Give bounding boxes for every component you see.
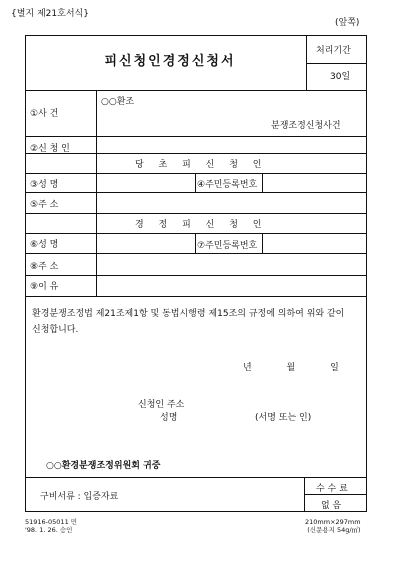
signature-label: (서명 또는 인) <box>255 413 312 423</box>
applicant-address-label: 신청인 주소 <box>138 400 185 410</box>
row-line-3 <box>25 153 367 154</box>
case-bottom-text: 분쟁조정신청사건 <box>271 121 341 131</box>
paper-size-line-2: (신문용지 54g/㎡) <box>307 526 361 534</box>
committee-recipient: ○○환경분쟁조정위원회 귀중 <box>46 461 161 471</box>
row-line-1 <box>25 90 367 91</box>
paper-size-line-1: 210mm×297mm <box>305 518 361 526</box>
page-side-label: (앞쪽) <box>335 18 360 28</box>
footer-divider-middle <box>304 494 367 495</box>
corrected-id-divider <box>195 233 196 253</box>
row-line-8 <box>25 253 367 254</box>
row-line-6 <box>25 213 367 214</box>
row-line-4 <box>25 173 367 174</box>
original-address-label: ⑤주 소 <box>30 200 59 210</box>
form-label: {별지 제21호서식} <box>11 9 89 19</box>
original-respondent-heading: 당 초 피 신 청 인 <box>135 160 268 170</box>
footer-divider-top <box>25 477 367 478</box>
case-top-text: ○○환조 <box>101 97 135 107</box>
form-frame <box>25 35 367 512</box>
row-line-2 <box>25 136 367 137</box>
processing-period: 30일 <box>330 72 351 82</box>
label-column-divider <box>96 90 97 296</box>
row-line-10 <box>25 296 367 297</box>
request-date: 년 월 일 <box>243 363 339 373</box>
corrected-address-label: ⑧주 소 <box>30 262 59 272</box>
approval-code-line-1: 51916-05011 민 <box>25 518 78 526</box>
fee-label: 수 수 료 <box>316 484 348 494</box>
corrected-id-label: ⑦주민등록번호 <box>197 241 258 251</box>
fee-value: 없 음 <box>321 501 342 511</box>
row-line-9 <box>25 275 367 276</box>
original-name-label: ③성 명 <box>30 180 59 190</box>
paper-size <box>305 518 361 534</box>
row-line-7 <box>25 233 367 234</box>
original-id-divider-right <box>262 173 263 192</box>
approval-code-line-2: '98. 1. 26. 승인 <box>25 526 73 534</box>
case-label: ①사 건 <box>30 109 59 119</box>
request-body: 환경분쟁조정법 제21조제1항 및 동법시행령 제15조의 규정에 의하여 위와 같이 신청합니다. <box>32 309 345 335</box>
applicant-label: ②신 청 인 <box>30 144 70 154</box>
processing-label: 처리기간 <box>316 46 351 56</box>
processing-divider <box>306 63 367 64</box>
original-id-divider <box>195 173 196 192</box>
applicant-name-label: 성명 <box>160 413 178 423</box>
original-id-label: ④주민등록번호 <box>197 180 258 190</box>
approval-code <box>25 518 77 534</box>
corrected-reason-label: ⑨이 유 <box>30 282 59 292</box>
row-line-5 <box>25 192 367 193</box>
corrected-name-label: ⑥성 명 <box>30 240 59 250</box>
corrected-respondent-heading: 경 정 피 신 청 인 <box>135 220 268 230</box>
form-title: 피신청인경정신청서 <box>104 54 236 69</box>
corrected-id-divider-right <box>262 233 263 253</box>
attachments-label: 구비서류 : 입증자료 <box>40 492 119 502</box>
